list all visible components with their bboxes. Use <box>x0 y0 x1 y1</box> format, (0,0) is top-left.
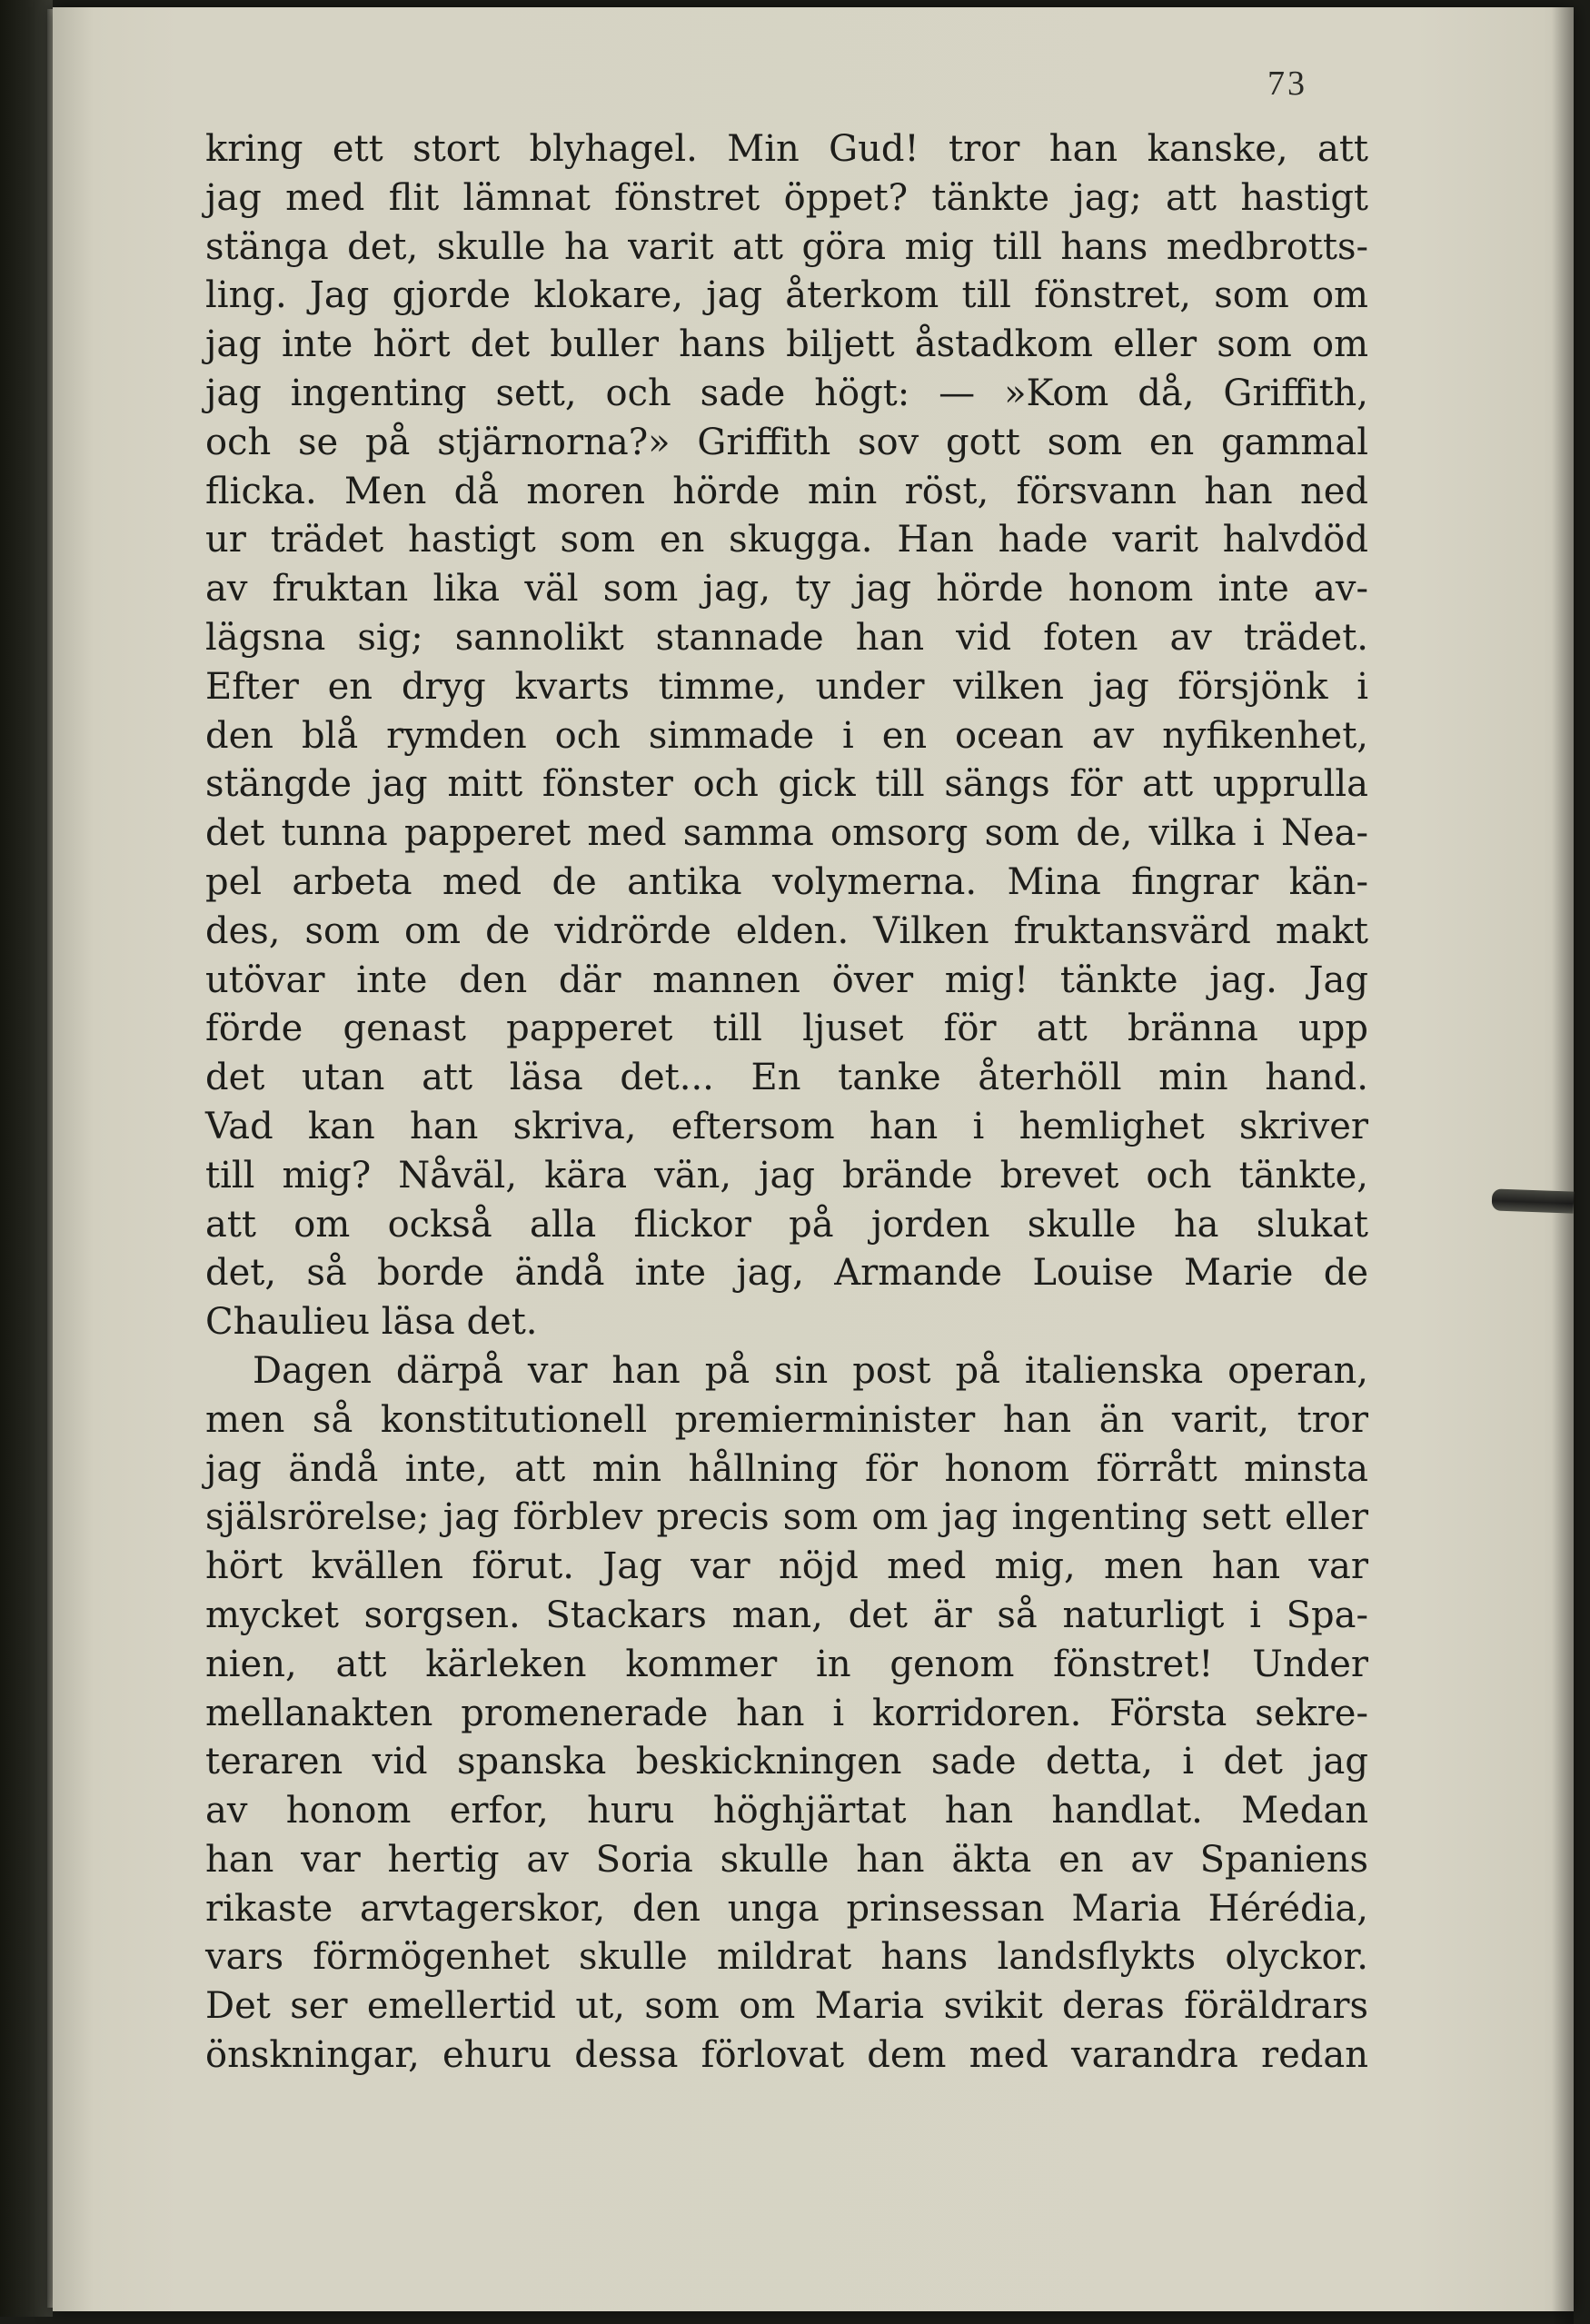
text-line: teraren vid spanska beskickningen sade detta, i det jag <box>205 1741 1368 1783</box>
text-line: jag inte hört det buller hans biljett åstadkom eller som om <box>205 323 1368 366</box>
text-line: vars förmögenhet skulle mildrat hans landsflykts olyckor. <box>205 1936 1368 1979</box>
text-line: ur trädet hastigt som en skugga. Han hade varit halvdöd <box>205 519 1368 561</box>
text-line: rikaste arvtagerskor, den unga prinsessan Maria Hérédia, <box>205 1887 1368 1930</box>
text-line: Efter en dryg kvarts timme, under vilken jag försjönk i <box>205 665 1368 708</box>
text-line: lägsna sig; sannolikt stannade han vid foten av trädet. <box>205 616 1368 659</box>
text-line: Vad kan han skriva, eftersom han i hemlighet skriver <box>205 1105 1368 1147</box>
text-line: det, så borde ändå inte jag, Armande Louise Marie de <box>205 1252 1368 1295</box>
text-line: han var hertig av Soria skulle han äkta en av Spaniens <box>205 1838 1368 1881</box>
text-line: av fruktan lika väl som jag, ty jag hörde honom inte av- <box>205 568 1368 611</box>
text-line: stänga det, skulle ha varit att göra mig till hans medbrotts- <box>205 225 1368 268</box>
text-line: kring ett stort blyhagel. Min Gud! tror han kanske, att <box>205 128 1368 170</box>
text-line: mycket sorgsen. Stackars man, det är så naturligt i Spa- <box>205 1594 1368 1636</box>
text-line: pel arbeta med de antika volymerna. Mina fingrar kän- <box>205 860 1368 903</box>
text-line: jag med flit lämnat fönstret öppet? tänkte jag; att hastigt <box>205 176 1368 219</box>
text-line: ling. Jag gjorde klokare, jag återkom till fönstret, som om <box>205 274 1368 317</box>
text-line: Dagen därpå var han på sin post på italienska operan, <box>253 1349 1368 1392</box>
text-line: den blå rymden och simmade i en ocean av nyfikenhet, <box>205 714 1368 757</box>
bookmark-ribbon <box>1492 1188 1575 1213</box>
page-number: 73 <box>1267 65 1307 103</box>
text-line: det utan att läsa det... En tanke återhöll min hand. <box>205 1057 1368 1099</box>
book-gutter <box>0 0 53 2317</box>
text-line: stängde jag mitt fönster och gick till sängs för att upprulla <box>205 763 1368 806</box>
text-line: att om också alla flickor på jorden skulle ha slukat <box>205 1203 1368 1246</box>
text-line: nien, att kärleken kommer in genom fönstret! Under <box>205 1643 1368 1685</box>
text-line: Det ser emellertid ut, som om Maria svikit deras föräldrars <box>205 1985 1368 2028</box>
text-line: Chaulieu läsa det. <box>205 1301 538 1344</box>
text-line: flicka. Men då moren hörde min röst, försvann han ned <box>205 470 1368 512</box>
text-line: förde genast papperet till ljuset för att bränna upp <box>205 1008 1368 1050</box>
text-line: och se på stjärnorna?» Griffith sov gott som en gammal <box>205 421 1368 463</box>
text-line: hört kvällen förut. Jag var nöjd med mig, men han var <box>205 1545 1368 1588</box>
text-line: det tunna papperet med samma omsorg som de, vilka i Nea- <box>205 812 1368 855</box>
text-line: till mig? Nåväl, kära vän, jag brände brevet och tänkte, <box>205 1154 1368 1197</box>
text-line: des, som om de vidrörde elden. Vilken fruktansvärd makt <box>205 909 1368 952</box>
text-line: jag ändå inte, att min hållning för honom förrått minsta <box>205 1447 1368 1490</box>
text-line: utövar inte den där mannen över mig! tänkte jag. Jag <box>205 958 1368 1001</box>
text-line: men så konstitutionell premierminister han än varit, tror <box>205 1398 1368 1441</box>
text-line: mellanakten promenerade han i korridoren. Första sekre- <box>205 1692 1368 1734</box>
text-line: själsrörelse; jag förblev precis som om jag ingenting sett eller <box>205 1496 1368 1539</box>
text-line: av honom erfor, huru höghjärtat han handlat. Medan <box>205 1790 1368 1832</box>
text-line: jag ingenting sett, och sade högt: — »Kom då, Griffith, <box>205 372 1368 414</box>
text-line: önskningar, ehuru dessa förlovat dem med varandra redan <box>205 2034 1368 2077</box>
page-edge-shadow <box>1552 7 1574 2324</box>
body-text <box>205 125 1368 2081</box>
